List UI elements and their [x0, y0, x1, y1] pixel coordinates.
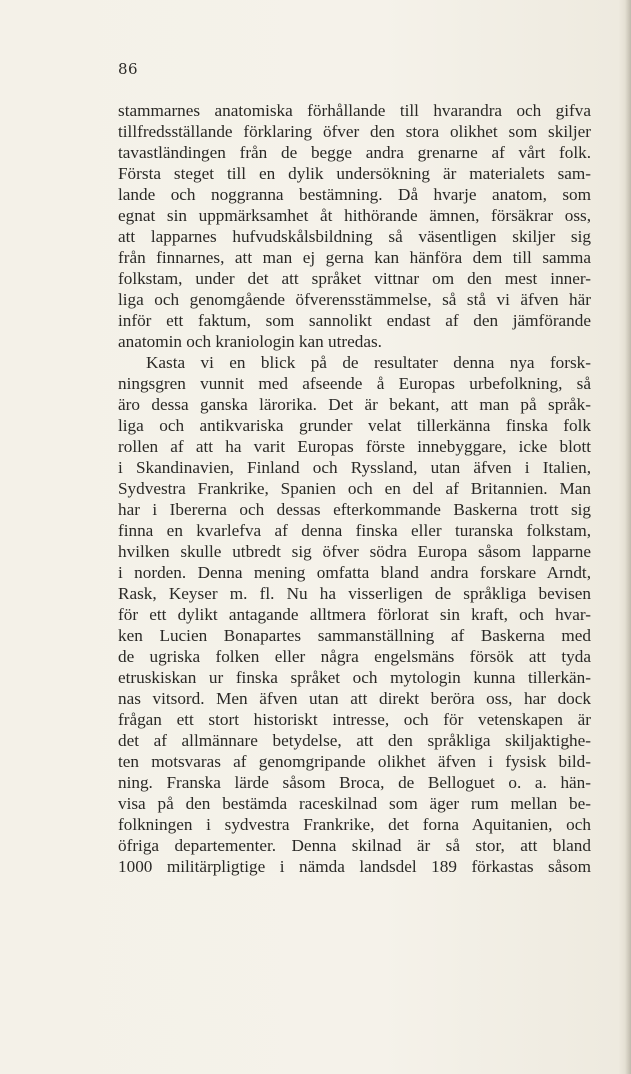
text-line-paragraph-start: Kasta vi en blick på de resultater denna nya forsk- [146, 353, 591, 372]
text-line: det af allmännare betydelse, att den språkliga skiljaktighe- [118, 731, 591, 750]
text-line: att lapparnes hufvudskålsbildning så väsentligen skiljer sig [118, 227, 591, 246]
text-line: tavastländingen från de begge andra grenarne af vårt folk. [118, 143, 591, 162]
text-line: Första steget till en dylik undersökning är materialets sam- [118, 164, 591, 183]
text-line: Sydvestra Frankrike, Spanien och en del af Britannien. Man [118, 479, 591, 498]
text-line: frågan ett stort historiskt intresse, och för vetenskapen är [118, 710, 591, 729]
text-line: i norden. Denna mening omfatta bland andra forskare Arndt, [118, 563, 591, 582]
text-line: folkningen i sydvestra Frankrike, det forna Aquitanien, och [118, 815, 591, 834]
text-line: finna en kvarlefva af denna finska eller turanska folkstam, [118, 521, 591, 540]
text-line: ken Lucien Bonapartes sammanställning af Baskerna med [118, 626, 591, 645]
text-line: nas vitsord. Men äfven utan att direkt beröra oss, har dock [118, 689, 591, 708]
text-line: liga och genomgående öfverensstämmelse, så stå vi äfven här [118, 290, 591, 309]
text-line: ningsgren vunnit med afseende å Europas urbefolkning, så [118, 374, 591, 393]
body-text [118, 100, 591, 877]
text-line: ning. Franska lärde såsom Broca, de Belloguet o. a. hän- [118, 773, 591, 792]
text-line: etruskiskan ur finska språket och mytologin kunna tillerkän- [118, 668, 591, 687]
text-line: från finnarnes, att man ej gerna kan hänföra dem till samma [118, 248, 591, 267]
text-line: för ett dylikt antagande alltmera förlorat sin kraft, och hvar- [118, 605, 591, 624]
page-edge-shadow [625, 0, 631, 1074]
text-line: liga och antikvariska grunder velat tillerkänna finska folk [118, 416, 591, 435]
text-line: ten motsvaras af genomgripande olikhet äfven i fysisk bild- [118, 752, 591, 771]
text-line: lande och noggranna bestämning. Då hvarje anatom, som [118, 185, 591, 204]
text-line: visa på den bestämda raceskilnad som äger rum mellan be- [118, 794, 591, 813]
text-line: stammarnes anatomiska förhållande till hvarandra och gifva [118, 101, 591, 120]
text-line: 1000 militärpligtige i nämda landsdel 189 förkastas såsom [118, 857, 591, 876]
page-number: 86 [118, 60, 139, 78]
text-line: rollen af att ha varit Europas förste innebyggare, icke blott [118, 437, 591, 456]
text-line: öfriga departementer. Denna skilnad är så stor, att bland [118, 836, 591, 855]
text-line: folkstam, under det att språket vittnar om den mest inner- [118, 269, 591, 288]
text-line: äro dessa ganska lärorika. Det är bekant, att man på språk- [118, 395, 591, 414]
text-line: i Skandinavien, Finland och Ryssland, utan äfven i Italien, [118, 458, 591, 477]
text-line: de ugriska folken eller några engelsmäns försök att tyda [118, 647, 591, 666]
text-line: har i Ibererna och dessas efterkommande Baskerna trott sig [118, 500, 591, 519]
text-line: egnat sin uppmärksamhet åt hithörande ämnen, försäkrar oss, [118, 206, 591, 225]
text-line: inför ett faktum, som sannolikt endast af den jämförande [118, 311, 591, 330]
text-line-paragraph-end: anatomin och kraniologin kan utredas. [118, 332, 382, 351]
text-line: hvilken skulle utbredt sig öfver södra Europa såsom lapparne [118, 542, 591, 561]
text-line: tillfredsställande förklaring öfver den stora olikhet som skiljer [118, 122, 591, 141]
text-line: Rask, Keyser m. fl. Nu ha visserligen de språkliga bevisen [118, 584, 591, 603]
